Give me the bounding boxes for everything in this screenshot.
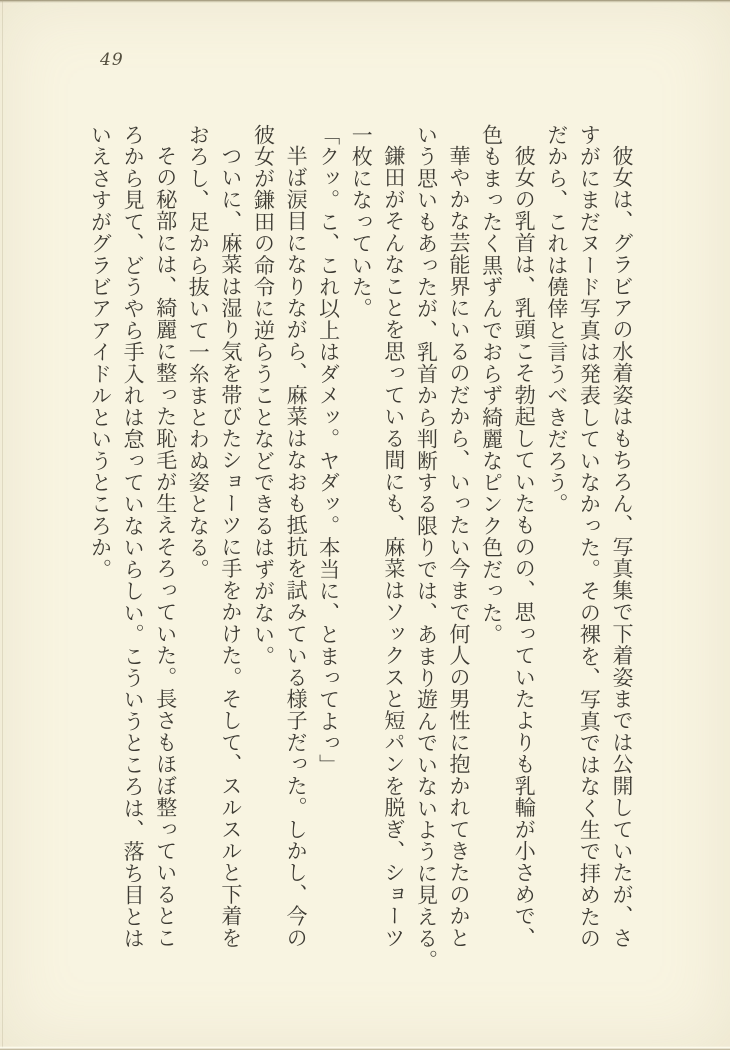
paragraph: 彼女の乳首は、乳頭こそ勃起していたものの、思っていたよりも乳輪が小さめで、 色もまったく黒ずんでおらず綺麗なピンク色だった。 [479,124,537,949]
page-number: 49 [100,50,124,70]
paragraph: ついに、麻菜は湿り気を帯びたショーツに手をかけた。そして、スルスルと下着を おろし、足から抜いて一糸まとわぬ姿となる。 [186,124,243,949]
page-edge-bottom [0,1046,730,1050]
text-block [84,124,638,986]
page-edge-left [2,0,3,1050]
paragraph: 華やかな芸能界にいるのだから、いったい今まで何人の男性に抱かれてきたのかと いう思いもあったが、乳首から判断する限りでは、あまり遊んでいないように見える。 [414,124,472,972]
paragraph: 彼女は、グラビアの水着姿はもちろん、写真集で下着姿までは公開していたが、さ すがにまだヌード写真は発表していなかった。その裸を、写真ではなく生で拝めたの だから、これは僥倖と言うべきだろう。 [544,124,634,950]
page-edge-top [0,0,730,3]
paragraph: その秘部には、綺麗に整った恥毛が生えそろっていた。長さもほぼ整っているとこ ろから見て、どうやら手入れは怠っていないらしい。こういうところは、落ち目とは いえさすがグラビアアイドルというところか。 [88,124,178,950]
paragraph: 鎌田がそんなことを思っている間にも、麻菜はソックスと短パンを脱ぎ、ショーツ 一枚になっていた。 [349,124,406,949]
paragraph: 半ば涙目になりながら、麻菜はなおも抵抗を試みている様子だった。しかし、今の 彼女が鎌田の命令に逆らうことなどできるはずがない。 [251,124,309,949]
paragraph: 「クッ。こ、これ以上はダメッ。ヤダッ。本当に、とまってよっ」 [316,124,341,776]
